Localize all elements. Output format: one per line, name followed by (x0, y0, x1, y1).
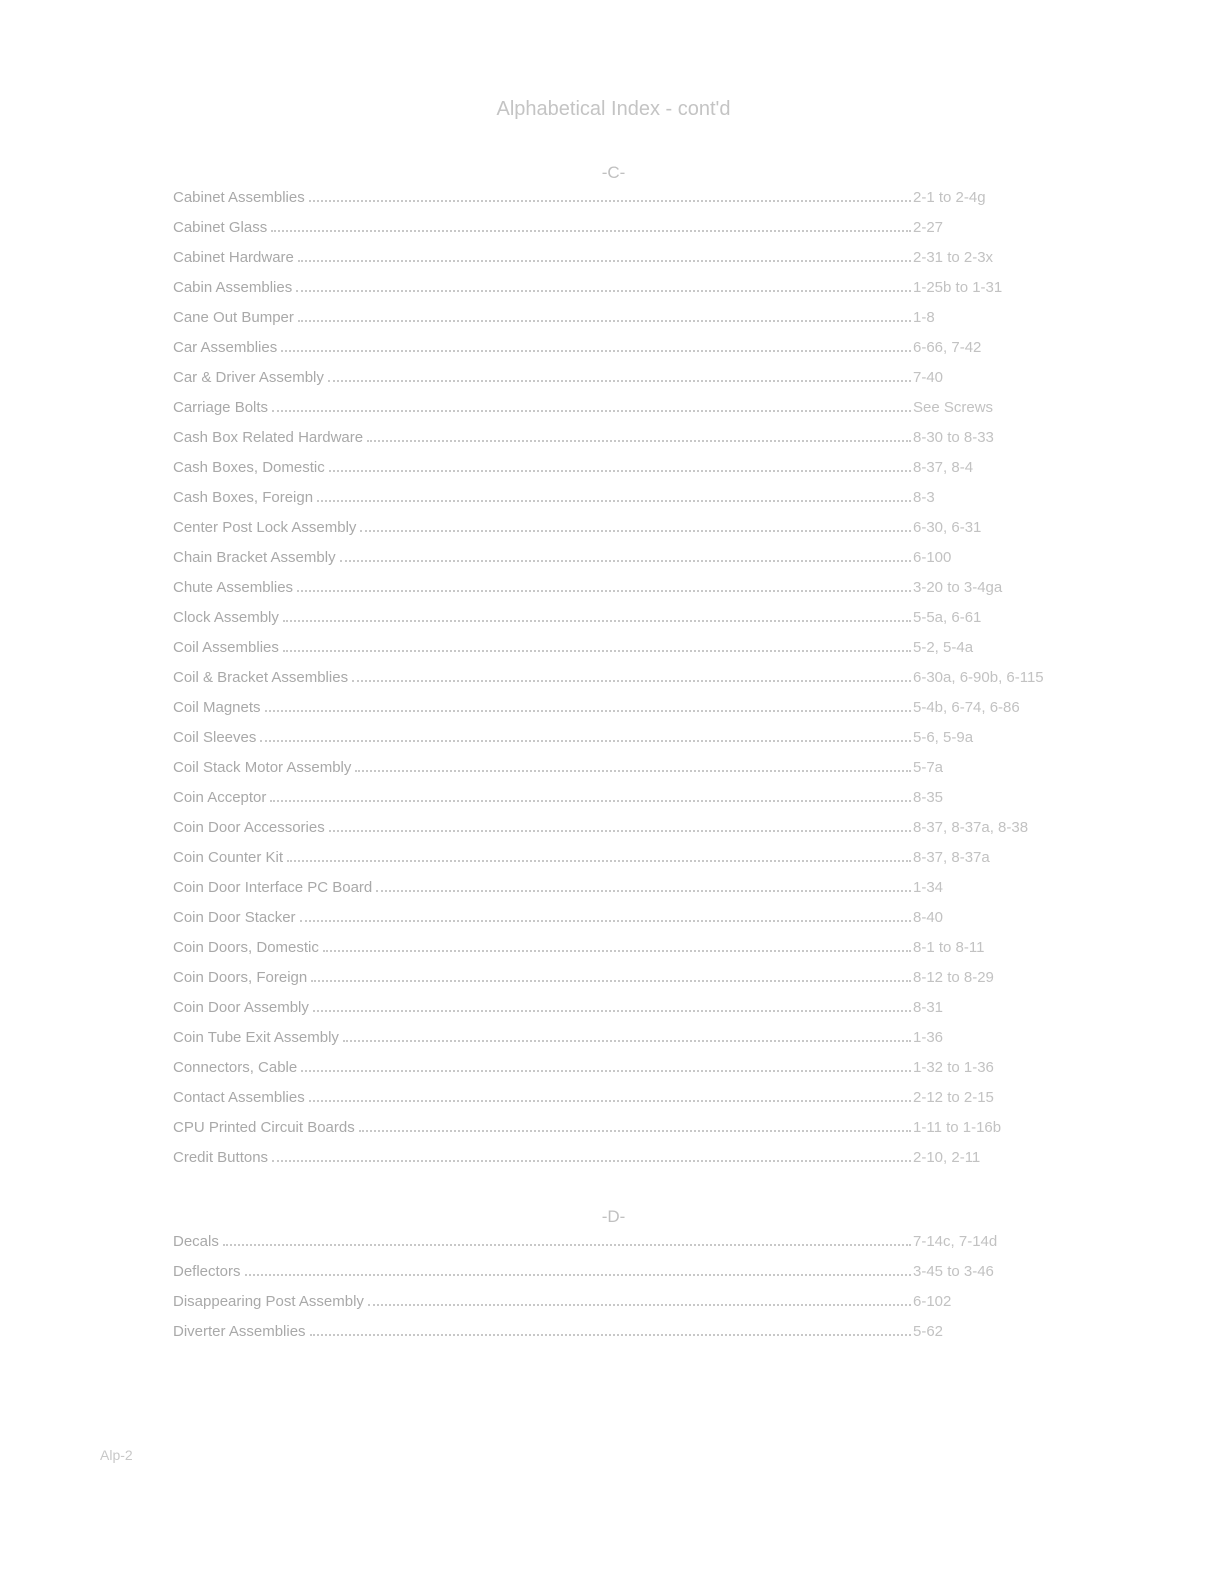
index-entry (173, 1088, 1083, 1118)
entry-name: Center Post Lock Assembly (173, 519, 357, 536)
entry-name: Cash Boxes, Domestic (173, 459, 325, 476)
index-entry (173, 578, 1083, 608)
index-entry (173, 188, 1083, 218)
dot-leader (360, 518, 911, 532)
dot-leader (328, 368, 911, 382)
entry-name: Chain Bracket Assembly (173, 549, 336, 566)
entry-name: Car Assemblies (173, 339, 278, 356)
entry-name: Cabinet Glass (173, 219, 268, 236)
dot-leader (323, 938, 911, 952)
index-entry (173, 878, 1083, 908)
dot-leader (376, 878, 911, 892)
dot-leader (272, 398, 911, 412)
entry-name: Coin Door Assembly (173, 999, 309, 1016)
entry-pages: 1-32 to 1-36 (913, 1059, 994, 1076)
dot-leader (355, 758, 911, 772)
entry-name: Coin Door Accessories (173, 819, 325, 836)
entry-name: Coin Counter Kit (173, 849, 284, 866)
entry-pages: 8-31 (913, 999, 944, 1016)
entry-name: Cabin Assemblies (173, 279, 293, 296)
entry-pages: 3-20 to 3-4ga (913, 579, 1003, 596)
entry-pages: 8-3 (913, 489, 935, 506)
entry-name: Credit Buttons (173, 1149, 269, 1166)
dot-leader (287, 848, 911, 862)
entry-name: Cabinet Hardware (173, 249, 294, 266)
dot-leader (245, 1262, 911, 1276)
entry-pages: 1-25b to 1-31 (913, 279, 1003, 296)
entry-pages: See Screws (913, 399, 994, 416)
entry-name: Cabinet Assemblies (173, 189, 305, 206)
entry-pages: 6-30, 6-31 (913, 519, 982, 536)
entry-name: Carriage Bolts (173, 399, 269, 416)
dot-leader (297, 578, 911, 592)
index-entry (173, 848, 1083, 878)
entry-pages: 5-7a (913, 759, 944, 776)
dot-leader (359, 1118, 911, 1132)
index-entry (173, 308, 1083, 338)
dot-leader (352, 668, 911, 682)
dot-leader (260, 728, 911, 742)
entry-pages: 8-12 to 8-29 (913, 969, 994, 986)
entry-name: Coil Sleeves (173, 729, 257, 746)
entry-name: Clock Assembly (173, 609, 279, 626)
entry-pages: 2-10, 2-11 (913, 1149, 981, 1166)
dot-leader (309, 188, 911, 202)
entry-name: Contact Assemblies (173, 1089, 305, 1106)
index-entry (173, 698, 1083, 728)
index-entry (173, 1058, 1083, 1088)
entry-name: Decals (173, 1233, 219, 1250)
entry-pages: 1-8 (913, 309, 935, 326)
entry-name: Coin Doors, Foreign (173, 969, 308, 986)
entry-name: Coil Assemblies (173, 639, 279, 656)
index-entry (173, 218, 1083, 248)
dot-leader (300, 908, 911, 922)
entry-pages: 7-40 (913, 369, 944, 386)
entry-name: Deflectors (173, 1263, 241, 1280)
entry-pages: 8-37, 8-37a (913, 849, 990, 866)
entry-name: Cane Out Bumper (173, 309, 294, 326)
dot-leader (281, 338, 911, 352)
dot-leader (296, 278, 911, 292)
entry-name: Coin Acceptor (173, 789, 267, 806)
index-entry (173, 548, 1083, 578)
dot-leader (271, 218, 911, 232)
index-entry (173, 518, 1083, 548)
index-entry (173, 1292, 1083, 1322)
entry-pages: 6-100 (913, 549, 952, 566)
section-heading-d: -D- (601, 1207, 626, 1226)
entry-pages: 5-5a, 6-61 (913, 609, 982, 626)
dot-leader (343, 1028, 911, 1042)
index-entry (173, 788, 1083, 818)
entry-name: Coin Door Stacker (173, 909, 296, 926)
entry-name: Coin Doors, Domestic (173, 939, 319, 956)
index-entry (173, 908, 1083, 938)
index-entry (173, 758, 1083, 788)
dot-leader (283, 638, 911, 652)
index-entry (173, 1028, 1083, 1058)
index-entry (173, 1262, 1083, 1292)
entry-name: Diverter Assemblies (173, 1323, 306, 1340)
dot-leader (301, 1058, 911, 1072)
dot-leader (311, 968, 911, 982)
dot-leader (310, 1322, 911, 1336)
dot-leader (329, 818, 911, 832)
entry-pages: 7-14c, 7-14d (913, 1233, 998, 1250)
entry-pages: 8-35 (913, 789, 944, 806)
index-entry (173, 998, 1083, 1028)
dot-leader (283, 608, 911, 622)
dot-leader (298, 308, 911, 322)
index-entry (173, 278, 1083, 308)
dot-leader (313, 998, 911, 1012)
index-entry (173, 458, 1083, 488)
index-entry (173, 1118, 1083, 1148)
entry-pages: 1-34 (913, 879, 944, 896)
page-number: Alp-2 (100, 1447, 133, 1463)
dot-leader (272, 1148, 911, 1162)
index-entry (173, 368, 1083, 398)
entry-name: Car & Driver Assembly (173, 369, 324, 386)
index-entry (173, 338, 1083, 368)
index-entry (173, 608, 1083, 638)
entry-pages: 8-37, 8-4 (913, 459, 974, 476)
entry-pages: 3-45 to 3-46 (913, 1263, 994, 1280)
index-entry (173, 668, 1083, 698)
dot-leader (223, 1232, 911, 1246)
index-entry (173, 1148, 1083, 1178)
dot-leader (317, 488, 911, 502)
index-entry (173, 398, 1083, 428)
entry-name: Cash Boxes, Foreign (173, 489, 314, 506)
entry-name: Chute Assemblies (173, 579, 294, 596)
entry-name: Disappearing Post Assembly (173, 1293, 364, 1310)
entry-pages: 8-40 (913, 909, 944, 926)
entry-name: Coin Tube Exit Assembly (173, 1029, 339, 1046)
index-entry (173, 248, 1083, 278)
entry-name: Coil Stack Motor Assembly (173, 759, 352, 776)
entry-pages: 6-66, 7-42 (913, 339, 982, 356)
index-entry (173, 488, 1083, 518)
entry-pages: 1-11 to 1-16b (913, 1119, 1002, 1136)
dot-leader (340, 548, 911, 562)
entry-pages: 6-102 (913, 1293, 952, 1310)
entry-name: Coil & Bracket Assemblies (173, 669, 349, 686)
index-entry (173, 428, 1083, 458)
entry-name: Cash Box Related Hardware (173, 429, 364, 446)
index-entry (173, 938, 1083, 968)
index-list-c (173, 188, 1083, 1178)
entry-pages: 5-62 (913, 1323, 944, 1340)
entry-pages: 2-1 to 2-4g (913, 189, 986, 206)
section-heading-c: -C- (601, 163, 626, 182)
entry-name: Coin Door Interface PC Board (173, 879, 373, 896)
entry-pages: 8-30 to 8-33 (913, 429, 994, 446)
entry-pages: 8-1 to 8-11 (913, 939, 985, 956)
entry-name: Connectors, Cable (173, 1059, 298, 1076)
entry-pages: 2-12 to 2-15 (913, 1089, 994, 1106)
index-entry (173, 968, 1083, 998)
entry-pages: 5-2, 5-4a (913, 639, 974, 656)
dot-leader (270, 788, 911, 802)
index-entry (173, 1322, 1083, 1352)
entry-pages: 2-31 to 2-3x (913, 249, 994, 266)
dot-leader (368, 1292, 911, 1306)
index-list-d (173, 1232, 1083, 1352)
index-entry (173, 1232, 1083, 1262)
entry-pages: 8-37, 8-37a, 8-38 (913, 819, 1029, 836)
entry-pages: 2-27 (913, 219, 944, 236)
entry-name: Coil Magnets (173, 699, 261, 716)
entry-pages: 6-30a, 6-90b, 6-115 (913, 669, 1044, 686)
dot-leader (309, 1088, 911, 1102)
entry-pages: 5-4b, 6-74, 6-86 (913, 699, 1020, 716)
index-entry (173, 818, 1083, 848)
dot-leader (265, 698, 911, 712)
entry-pages: 5-6, 5-9a (913, 729, 974, 746)
index-entry (173, 728, 1083, 758)
entry-pages: 1-36 (913, 1029, 944, 1046)
index-entry (173, 638, 1083, 668)
dot-leader (329, 458, 911, 472)
dot-leader (367, 428, 911, 442)
entry-name: CPU Printed Circuit Boards (173, 1119, 355, 1136)
dot-leader (298, 248, 911, 262)
page-title: Alphabetical Index - cont'd (496, 98, 731, 120)
